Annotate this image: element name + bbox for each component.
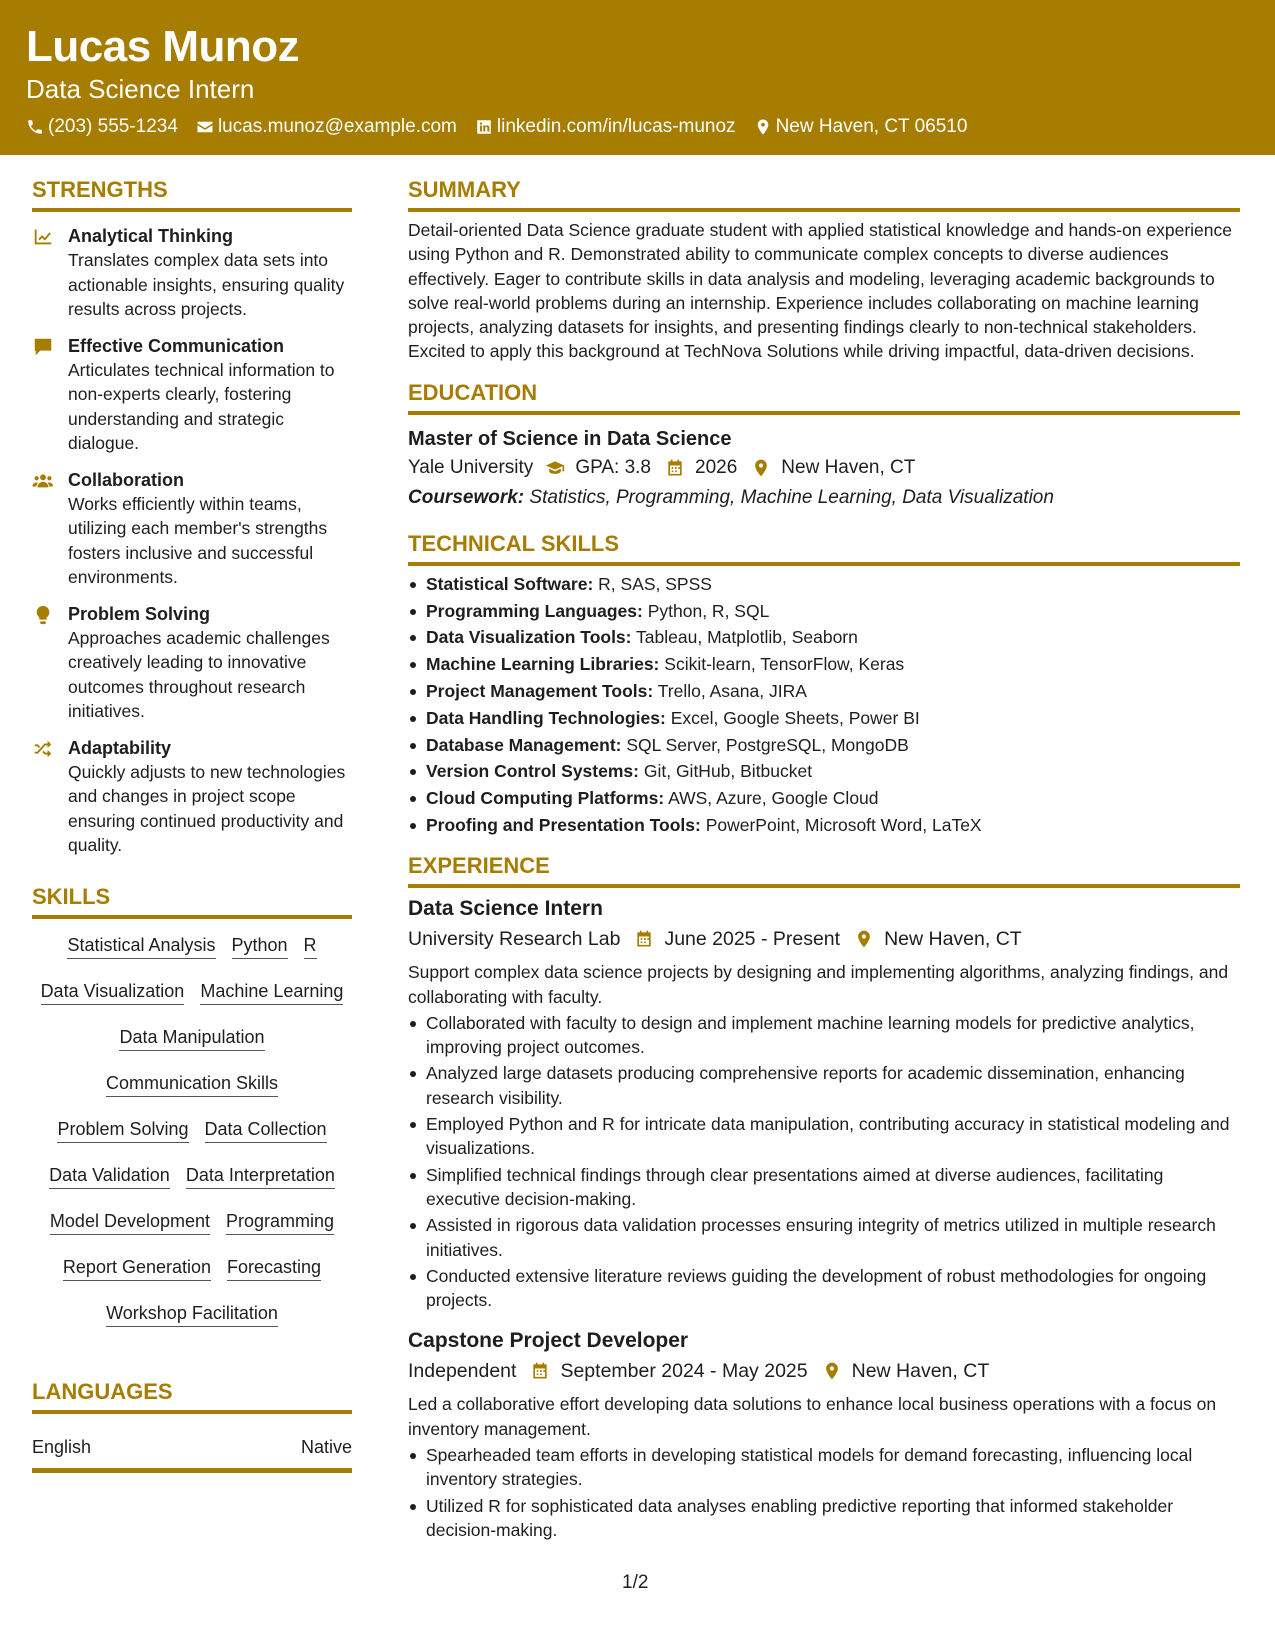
linkedin-icon [475,118,493,136]
skill-tag: Report Generation [63,1255,211,1281]
left-column [32,175,352,1473]
job-title: Data Science Intern [408,897,603,921]
tech-skill-value: PowerPoint, Microsoft Word, LaTeX [705,814,982,835]
list-item: Assisted in rigorous data validation processes ensuring integrity of metrics utilized in multiple research initiatives. [408,1213,1240,1262]
list-item [408,625,1240,649]
list-item: Simplified technical findings through clear presentations aimed at diverse audiences, facilitating executive decision-making. [408,1163,1240,1212]
list-item [408,813,1240,837]
contact-bar [26,116,1249,138]
education-heading: EDUCATION [408,378,1240,415]
job-bullets [408,1011,1240,1313]
map-pin-icon [751,458,771,478]
school-location: New Haven, CT [781,456,916,478]
skill-tag: Workshop Facilitation [106,1301,278,1327]
strength-item [32,334,352,456]
language-level: Native [300,1436,352,1457]
experience-heading: EXPERIENCE [408,851,1240,888]
strength-item [32,224,352,322]
coursework-line [408,483,1240,513]
linkedin-text[interactable]: linkedin.com/in/lucas-munoz [496,116,736,137]
list-item: Utilized R for sophisticated data analyses enabling predictive reporting that informed stakeholder decision-making. [408,1494,1240,1543]
job-location: New Haven, CT [851,1360,990,1383]
strength-title: Adaptability [68,737,172,758]
tech-skill-label: Proofing and Presentation Tools: [426,814,701,835]
summary-heading: SUMMARY [408,175,1240,212]
strength-desc: Works efficiently within teams, utilizing each member's strengths fosters inclusive and successful environments. [68,493,328,587]
job-meta [408,1356,1240,1386]
lightbulb-icon [32,604,54,626]
list-item [408,652,1240,676]
tech-skill-value: R, SAS, SPSS [598,573,712,594]
list-item [408,733,1240,757]
tech-skill-label: Data Visualization Tools: [426,627,632,648]
phone-text: (203) 555-1234 [48,116,178,137]
graduation-year: 2026 [695,456,738,478]
tech-skill-label: Data Handling Technologies: [426,707,666,728]
location-text: New Haven, CT 06510 [775,116,968,137]
strength-title: Collaboration [68,469,184,490]
education-meta [408,453,1240,483]
skill-tag: Data Manipulation [119,1025,264,1051]
list-item [408,759,1240,783]
language-row [32,1434,352,1473]
strength-item [32,736,352,858]
skills-heading: SKILLS [32,882,352,919]
skill-tag: Data Collection [205,1117,327,1143]
tech-skill-label: Version Control Systems: [426,761,639,782]
tech-skill-value: SQL Server, PostgreSQL, MongoDB [626,734,909,755]
chart-line-icon [32,226,54,248]
job-meta [408,924,1240,954]
tech-skill-label: Programming Languages: [426,600,643,621]
skill-tag: Data Visualization [41,979,185,1005]
tech-skill-label: Machine Learning Libraries: [426,654,660,675]
list-item: Employed Python and R for intricate data manipulation, contributing accuracy in statistical modeling and visualizations. [408,1112,1240,1161]
skill-tag: Communication Skills [106,1071,278,1097]
skill-tag: Programming [226,1209,334,1235]
strength-title: Effective Communication [68,335,285,356]
list-item [408,572,1240,596]
list-item [408,679,1240,703]
strength-desc: Approaches academic challenges creatively leading to innovative outcomes throughout research initiatives. [68,627,330,721]
users-icon [32,470,54,492]
page-number: 1/2 [622,1572,649,1593]
list-item: Conducted extensive literature reviews guiding the development of robust methodologies for ongoing projects. [408,1264,1240,1313]
map-pin-icon [754,118,772,136]
skill-tag: Model Development [50,1209,210,1235]
skill-tag: Problem Solving [57,1117,188,1143]
list-item: Analyzed large datasets producing comprehensive reports for academic dissemination, enhancing research visibility. [408,1061,1240,1110]
envelope-icon [196,118,214,136]
summary-text: Detail-oriented Data Science graduate student with applied statistical knowledge and hands-on experience using Python and R. Demonstrated ability to communicate complex concepts to diverse audiences effectively. Eager to contribute skills in data analysis and modeling, leveraging academic backgrounds to solve real-world problems during an internship. Experience includes collaborating on machine learning projects, analyzing datasets for insights, and presenting findings clearly to non-technical stakeholders. Excited to apply this background at TechNova Solutions while driving impactful, data-driven decisions. [408,220,1232,362]
tech-skill-value: Scikit-learn, TensorFlow, Keras [664,654,905,675]
job-org: Independent [408,1360,517,1383]
calendar-icon [665,458,685,478]
degree-title: Master of Science in Data Science [408,427,732,450]
coursework-label: Coursework: [408,486,525,508]
technical-skills-list [408,572,1240,837]
comment-icon [32,336,54,358]
candidate-role: Data Science Intern [26,74,255,104]
contact-email[interactable] [196,116,457,138]
job-dates: June 2025 - Present [664,928,841,951]
strength-desc: Translates complex data sets into actionable insights, ensuring quality results across projects. [68,250,345,319]
tech-skill-value: Tableau, Matplotlib, Seaborn [636,627,858,648]
list-item [408,786,1240,810]
skill-tag: Machine Learning [200,979,343,1005]
map-pin-icon [854,929,874,949]
email-text[interactable]: lucas.munoz@example.com [217,116,457,137]
phone-icon [26,118,44,136]
skill-tag: Forecasting [227,1255,321,1281]
strength-desc: Articulates technical information to non-experts clearly, fostering understanding and strategic dialogue. [68,359,335,453]
job-title: Capstone Project Developer [408,1329,689,1353]
map-pin-icon [822,1361,842,1381]
technical-skills-heading: TECHNICAL SKILLS [408,529,1240,566]
graduation-cap-icon [545,458,565,478]
tech-skill-value: Excel, Google Sheets, Power BI [670,707,920,728]
skill-tag: Data Interpretation [186,1163,335,1189]
strength-item [32,468,352,590]
tech-skill-value: Trello, Asana, JIRA [657,680,807,701]
strength-title: Problem Solving [68,603,211,624]
calendar-icon [530,1361,550,1381]
list-item: Collaborated with faculty to design and implement machine learning models for predictive analytics, improving project outcomes. [408,1011,1240,1060]
tech-skill-label: Database Management: [426,734,622,755]
skill-tag: Python [232,933,288,959]
gpa-text: GPA: 3.8 [575,456,651,478]
shuffle-icon [32,738,54,760]
contact-phone [26,116,178,138]
tech-skill-label: Project Management Tools: [426,680,654,701]
tech-skill-label: Cloud Computing Platforms: [426,788,665,809]
strength-title: Analytical Thinking [68,226,234,246]
strength-desc: Quickly adjusts to new technologies and changes in project scope ensuring continued productivity and quality. [68,761,346,855]
job-summary: Led a collaborative effort developing data solutions to enhance local business operations with a focus on inventory management. [408,1394,1217,1439]
coursework-text: Statistics, Programming, Machine Learning, Data Visualization [529,486,1054,508]
strength-item [32,602,352,724]
skill-tag: Data Validation [49,1163,170,1189]
right-column [408,175,1240,1544]
school-name: Yale University [408,456,534,478]
job-location: New Haven, CT [884,928,1022,951]
contact-linkedin[interactable] [475,116,736,138]
skill-tag: R [304,933,317,959]
tech-skill-value: Python, R, SQL [647,600,770,621]
job-org: University Research Lab [408,928,621,951]
languages-heading: LANGUAGES [32,1377,352,1414]
job-summary: Support complex data science projects by designing and implementing algorithms, analyzing findings, and collaborating with faculty. [408,962,1229,1007]
calendar-icon [634,929,654,949]
tech-skill-label: Statistical Software: [426,573,594,594]
contact-location [754,116,968,138]
strengths-heading: STRENGTHS [32,175,352,212]
list-item: Spearheaded team efforts in developing statistical models for demand forecasting, influencing local inventory strategies. [408,1443,1240,1492]
skill-tag: Statistical Analysis [67,933,215,959]
language-name: English [32,1436,92,1457]
tech-skill-value: Git, GitHub, Bitbucket [643,761,813,782]
job-bullets [408,1443,1240,1542]
list-item [408,599,1240,623]
resume-header [0,0,1275,155]
tech-skill-value: AWS, Azure, Google Cloud [668,788,879,809]
candidate-name: Lucas Munoz [26,22,300,71]
list-item [408,706,1240,730]
skills-list [32,933,352,1327]
job-dates: September 2024 - May 2025 [560,1360,808,1383]
